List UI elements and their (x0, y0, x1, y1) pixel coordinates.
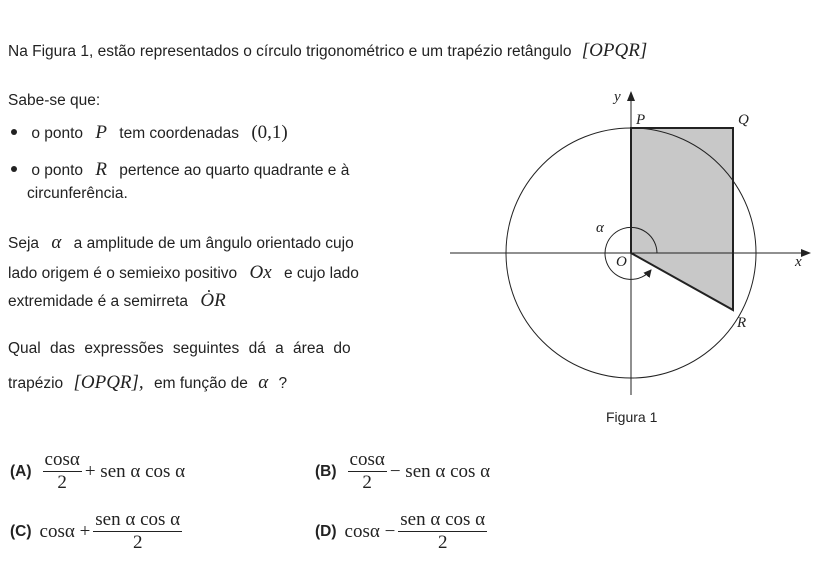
seja-line-2 (8, 262, 359, 284)
label-p: P (636, 112, 646, 128)
point-r-symbol: R (95, 159, 107, 180)
option-b[interactable] (315, 450, 490, 493)
intro-text: Na Figura 1, estão representados o círculo trigonométrico e um trapézio retângulo (8, 43, 572, 60)
option-c-fraction (93, 510, 182, 553)
seja-line-1 (8, 232, 354, 254)
option-a-label: (A) (10, 462, 32, 480)
option-b-rest: − sen α cos α (389, 460, 491, 482)
question-line-1: Qual das expressões seguintes dá a área do (8, 340, 351, 357)
point-p-coordinates: (0,1) (251, 122, 288, 143)
option-d-label: (D) (315, 522, 337, 540)
label-o: O (616, 254, 627, 270)
bullet1-text: o ponto (31, 125, 84, 142)
bullet-icon (11, 129, 17, 135)
option-c-num: sen α cos α (95, 509, 181, 530)
label-r: R (737, 315, 747, 331)
option-b-den: 2 (362, 472, 372, 493)
question-trapezoid: [OPQR], (73, 372, 144, 393)
option-d-fraction (398, 510, 487, 553)
question-l2a: trapézio (8, 375, 64, 392)
seja-l2b: e cujo lado (283, 265, 359, 282)
bullet2-text1: o ponto (31, 162, 84, 179)
bullet2-text2: pertence ao quarto quadrante e à (119, 162, 350, 179)
seja-l1a: Seja (8, 235, 40, 252)
option-c-pre: cosα + (39, 520, 91, 542)
option-d-num: sen α cos α (400, 509, 486, 530)
point-p-symbol: P (95, 122, 107, 143)
question-l2b: em função de (153, 375, 248, 392)
bullet-icon (11, 166, 17, 172)
bullet-point-p (8, 122, 288, 144)
option-a[interactable] (10, 450, 185, 493)
option-a-den: 2 (57, 472, 67, 493)
option-d-den: 2 (437, 532, 448, 553)
option-c[interactable] (10, 510, 185, 553)
question-mark: ? (278, 375, 288, 392)
ox-symbol: Ox (249, 262, 272, 283)
label-alpha: α (596, 220, 604, 236)
or-ray-symbol: ȮR (200, 290, 226, 311)
seja-line-3 (8, 290, 226, 312)
seja-l1b: a amplitude de um ângulo orientado cujo (73, 235, 354, 252)
bullet1-mid: tem coordenadas (119, 125, 240, 142)
seja-l2a: lado origem é o semieixo positivo (8, 265, 238, 282)
label-q: Q (738, 112, 749, 128)
bullet-point-r (8, 159, 349, 181)
figure-caption: Figura 1 (606, 409, 658, 425)
trapezoid-opqr (631, 128, 733, 310)
option-c-label: (C) (10, 522, 32, 540)
trapezoid-label: [OPQR] (581, 40, 648, 61)
seja-l3a: extremidade é a semirreta (8, 293, 189, 310)
label-x: x (795, 254, 802, 270)
option-a-rest: + sen α cos α (84, 460, 186, 482)
alpha-symbol: α (51, 232, 62, 253)
option-c-den: 2 (132, 532, 143, 553)
figure-1 (440, 80, 820, 425)
option-b-label: (B) (315, 462, 337, 480)
option-b-fraction (348, 450, 387, 493)
intro-line (8, 40, 647, 62)
option-b-num: cosα (349, 449, 385, 470)
option-a-num: cosα (44, 449, 80, 470)
question-line-2 (8, 372, 287, 394)
option-d-pre: cosα − (344, 520, 396, 542)
label-y: y (614, 89, 621, 105)
question-alpha: α (258, 372, 269, 393)
bullet2-continuation: circunferência. (27, 185, 128, 202)
option-a-fraction (43, 450, 82, 493)
known-heading: Sabe-se que: (8, 92, 101, 109)
option-d[interactable] (315, 510, 490, 553)
